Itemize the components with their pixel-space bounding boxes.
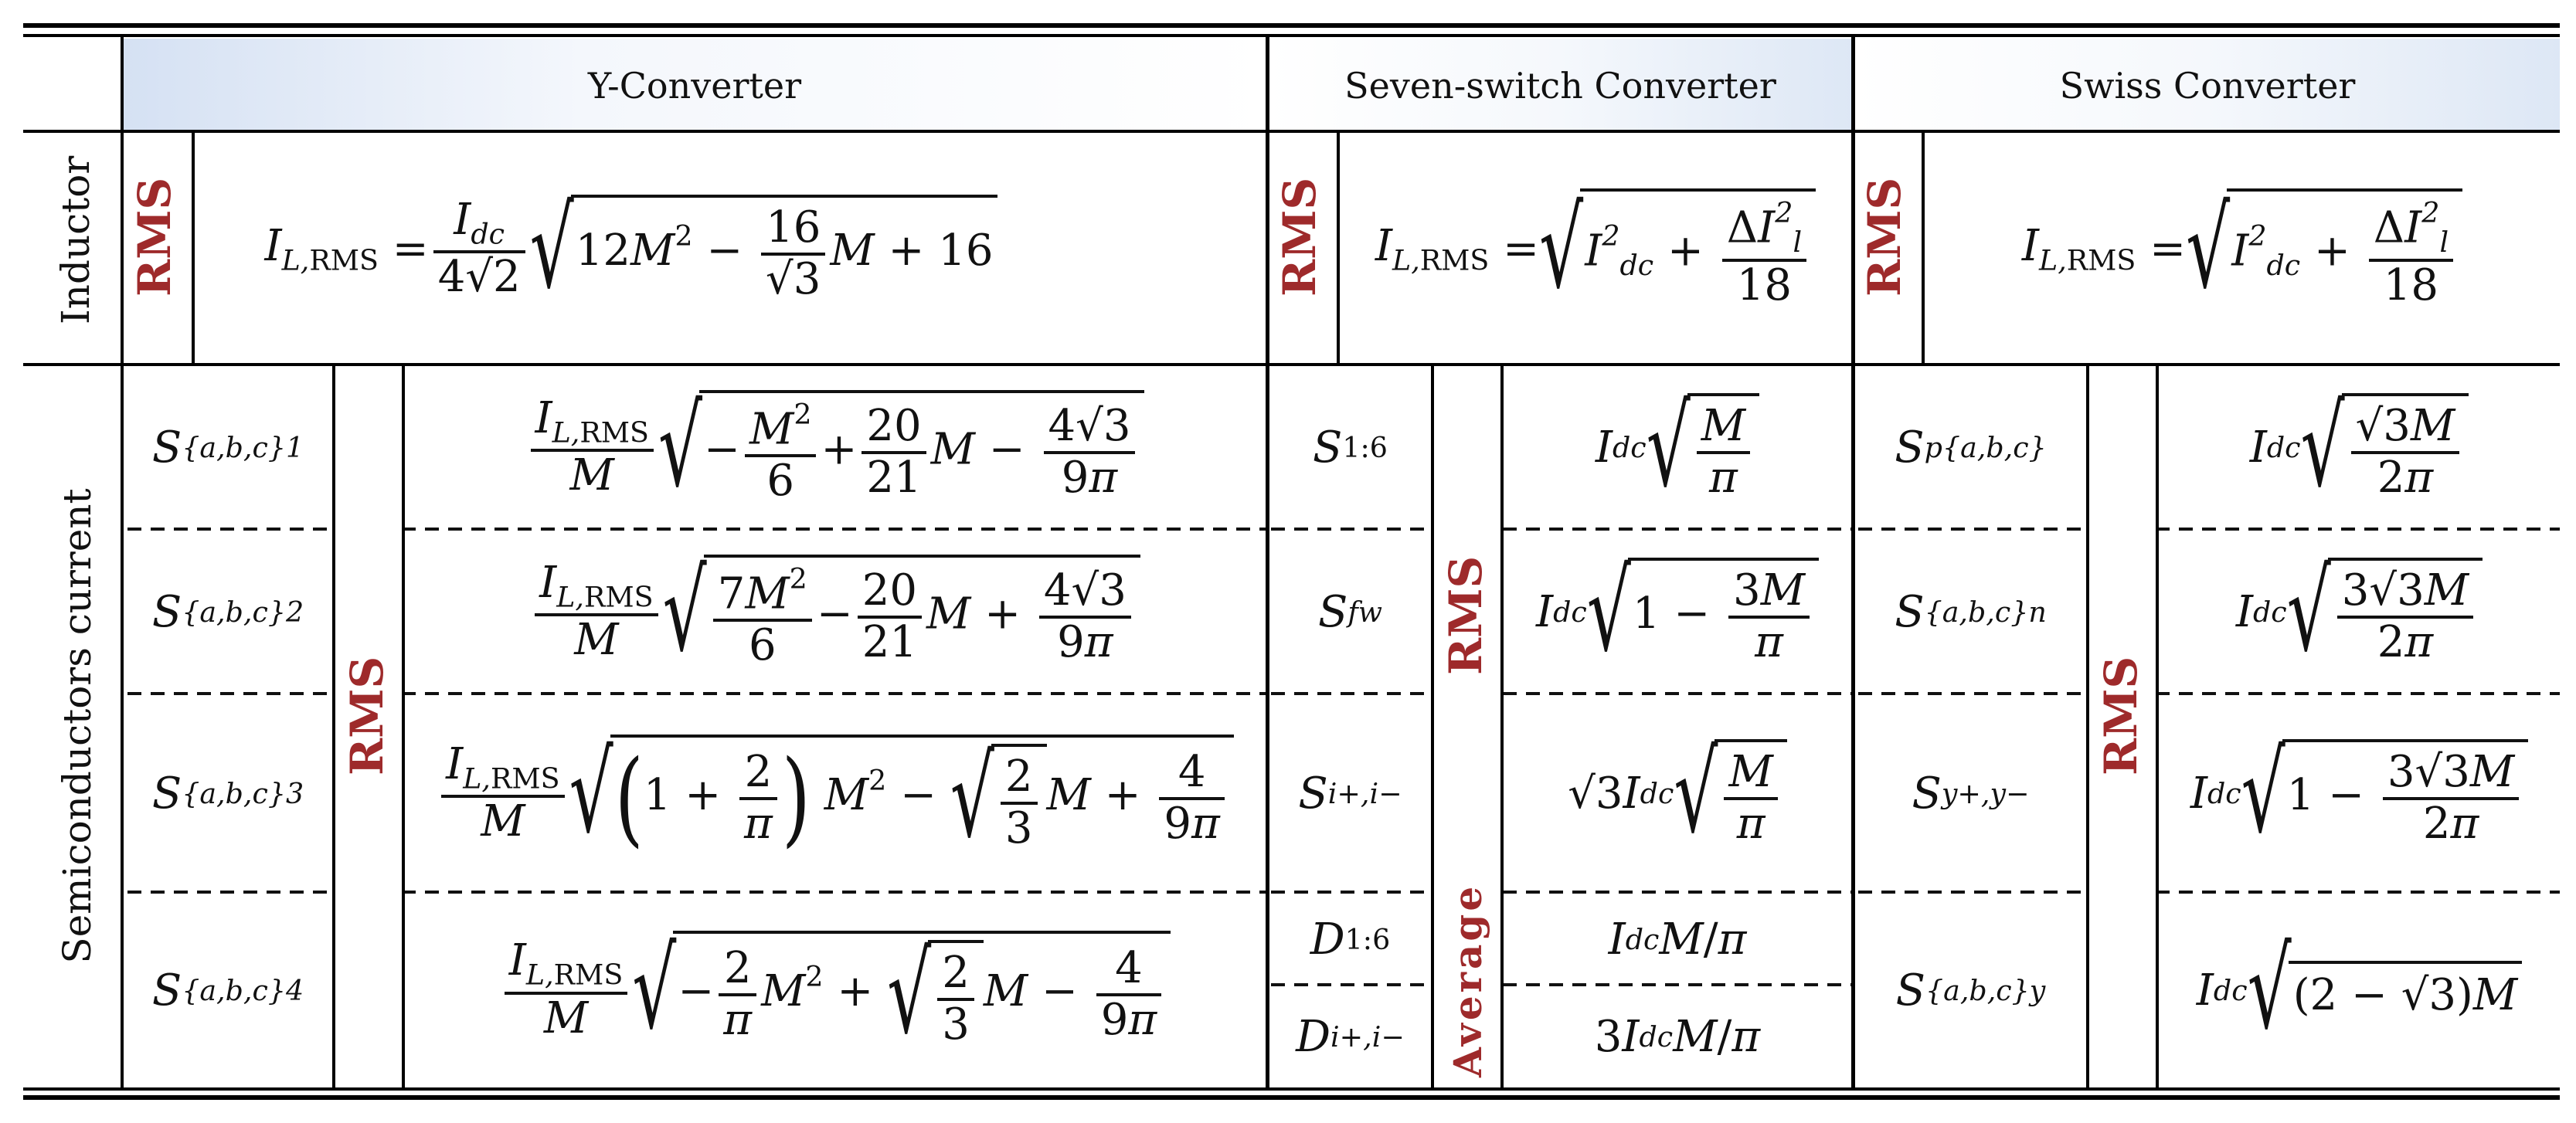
- formula-y-inductor: $I_{L,RMS}$ = $\frac{I_{dc}}{4√2}$ $√12M^2$ − $\frac{16}{√3}$ M + 16: [195, 135, 1068, 363]
- label-s-abc-y: S {a,b,c}y: [1895, 965, 2046, 1016]
- tag-rms-swiss-inductor: RMS: [1858, 177, 1911, 297]
- formula-seven-d16: I dc M / π: [1608, 914, 1747, 965]
- label-s-abc-3: S {a,b,c}3: [151, 768, 304, 819]
- label-s-abc-1: S {a,b,c}1: [151, 422, 304, 473]
- row-label-semiconductors: Semiconductors current: [55, 488, 100, 964]
- formula-seven-inductor: $I_{L,RMS}$ = $√I^2_{dc}$ + $\frac{\Delta I^2_l}{18}$: [1340, 135, 1851, 363]
- label-s-1-6: S 1:6: [1313, 422, 1388, 473]
- label-d-1-6: D 1:6: [1310, 914, 1391, 965]
- tag-rms-seven-inductor: RMS: [1273, 177, 1326, 297]
- formula-y-s1: $\frac{I_{L,RMS}}{M}$ √− $\frac{M^2}{6}$ + $\frac{20}{21}$ M − $\frac{4√3}{9\pi}$: [405, 366, 1266, 529]
- tag-rms-seven-semis: RMS: [1439, 555, 1492, 675]
- tag-average-seven: Average: [1445, 883, 1490, 1077]
- formula-swiss-sn: I dc √ $\frac{3√3M}{2\pi}$: [2159, 531, 2560, 694]
- label-s-abc-4: S {a,b,c}4: [151, 965, 304, 1016]
- tag-rms-y-semis: RMS: [341, 656, 393, 775]
- label-s-abc-n: S {a,b,c}n: [1895, 587, 2047, 637]
- formula-seven-di: 3 I dc M / π: [1594, 1011, 1761, 1062]
- formula-swiss-sabcy: I dc √(2 − √3)M: [2159, 894, 2560, 1087]
- header-seven-switch: Seven-switch Converter: [1344, 65, 1776, 107]
- formula-swiss-sp: I dc √ $\frac{√3M}{2\pi}$: [2159, 366, 2560, 529]
- formula-seven-s16: I dc √ $\frac{M}{\pi}$: [1504, 366, 1851, 529]
- vline-seven-rms-left: [1431, 365, 1434, 1089]
- tag-rms-y-inductor: RMS: [128, 177, 181, 297]
- formula-swiss-sy: I dc √1 − $\frac{3√3M}{2\pi}$: [2159, 695, 2560, 892]
- formula-seven-si: √3 I dc √ $\frac{M}{\pi}$: [1504, 695, 1851, 892]
- label-s-p-abc: S p{a,b,c}: [1895, 422, 2047, 473]
- formula-seven-sfw: I dc √1 − $\frac{3M}{\pi}$: [1504, 531, 1851, 694]
- formula-y-s4: $\frac{I_{L,RMS}}{M}$ √− $\frac{2}{\pi}$ $M^2$ + √ $\frac{2}{3}$ M − $\frac{4}{9\pi}$: [405, 894, 1266, 1087]
- label-d-i-plus-minus: D i+,i−: [1296, 1011, 1405, 1062]
- formula-y-s2: $\frac{I_{L,RMS}}{M}$ √ $\frac{7M^2}{6}$ − $\frac{20}{21}$ M + $\frac{4√3}{9\pi}$: [405, 531, 1266, 694]
- vline-swiss-rms-left: [2086, 365, 2089, 1089]
- row-label-inductor: Inductor: [53, 155, 98, 324]
- label-s-i-plus-minus: S i+,i−: [1298, 768, 1402, 819]
- vline-y-rms-left: [332, 365, 335, 1089]
- header-y-converter: Y-Converter: [587, 65, 802, 107]
- label-s-abc-2: S {a,b,c}2: [151, 587, 304, 637]
- label-s-fw: S fw: [1318, 587, 1382, 637]
- label-s-y-plus-minus: S y+,y−: [1912, 768, 2030, 819]
- formula-y-s3: $\frac{I_{L,RMS}}{M}$ √(1 + $\frac{2}{\pi}$ ) $M^2$ − √ $\frac{2}{3}$ M + $\frac{4}{9\pi}$: [405, 695, 1266, 892]
- formula-swiss-inductor: $I_{L,RMS}$ = $√I^2_{dc}$ + $\frac{\Delta I^2_l}{18}$: [1925, 135, 2560, 363]
- tag-rms-swiss-semis: RMS: [2095, 656, 2147, 775]
- header-swiss: Swiss Converter: [2059, 65, 2356, 107]
